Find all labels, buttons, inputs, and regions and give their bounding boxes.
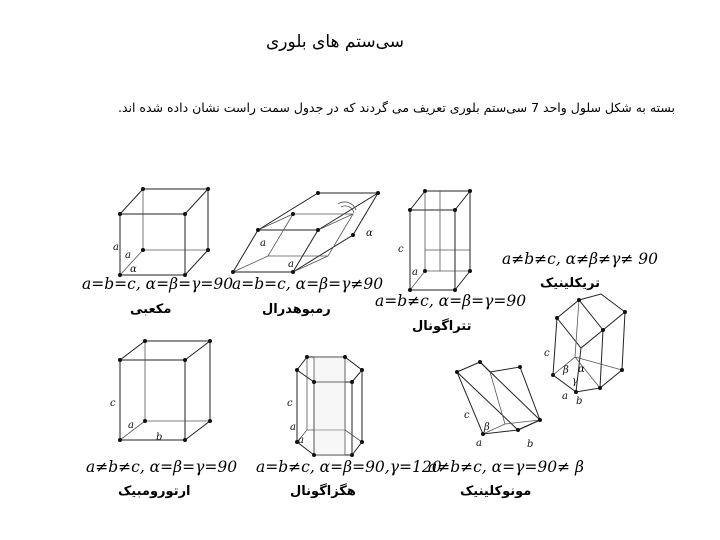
rhombohedral-figure [231,191,380,274]
cubic-label-alpha: α [130,264,137,275]
tetra-label-a: a [412,267,418,278]
orthorhombic-condition: a≠b≠c, α=β=γ=90 [86,458,238,476]
mono-label-beta: β [484,422,490,433]
rhombo-label-alpha: α [366,228,373,239]
cubic-condition: a=b=c, α=β=γ=90 [82,275,234,293]
triclinic-label-beta: β [563,365,569,376]
hex-label-a: a [290,422,296,433]
hex-label-c: c [287,398,293,409]
triclinic-label-b: b [576,396,583,407]
cubic-label-a2: a [125,250,131,261]
rhombohedral-name: رمبوهدرال [262,302,331,317]
hexagonal-figure [287,355,364,457]
hex-label-a2: a [298,435,304,446]
mono-label-c: c [464,410,470,421]
orthorhombic-figure [110,339,212,443]
mono-label-a: a [476,438,482,449]
cubic-figure [113,187,210,277]
triclinic-label-gamma: γ [572,376,578,387]
rhombohedral-condition: a=b=c, α=β=γ≠90 [232,275,384,293]
rhombo-label-a2: a [288,259,294,270]
cubic-name: مکعبی [130,302,172,317]
slide-title: سی‌ستم های بلوری [265,32,405,52]
hexagonal-condition: a=b≠c, α=β=90,γ=120 [256,458,442,476]
orthorhombic-name: ارتورومبیک [118,484,191,499]
ortho-label-c: c [110,398,116,409]
tetragonal-name: تتراگونال [412,319,472,334]
cubic-label-a: a [113,242,119,253]
hexagonal-name: هگزاگونال [290,484,356,499]
monoclinic-name: مونوکلینیک [460,484,532,499]
monoclinic-figure [455,360,542,450]
triclinic-condition: a≠b≠c, α≠β≠γ≠ 90 [502,250,658,268]
ortho-label-b: b [156,432,163,443]
mono-label-b: b [527,439,534,450]
triclinic-label-c: c [544,348,550,359]
triclinic-label-a: a [562,391,568,402]
rhombo-label-a: a [260,238,266,249]
triclinic-name: تریکلینیک [540,276,600,291]
tetragonal-figure [398,189,472,292]
monoclinic-condition: a≠b≠c, α=γ=90≠ β [428,458,584,476]
triclinic-figure [544,294,627,407]
tetragonal-condition: a=b≠c, α=β=γ=90 [375,292,527,310]
tetra-label-c: c [398,244,404,255]
triclinic-label-alpha: α [578,364,585,375]
ortho-label-a: a [128,420,134,431]
intro-paragraph: بسته به شکل سلول واحد 7 سی‌ستم بلوری تعریف می گردند که در جدول سمت راست نشان داده شده اند. [117,100,675,115]
